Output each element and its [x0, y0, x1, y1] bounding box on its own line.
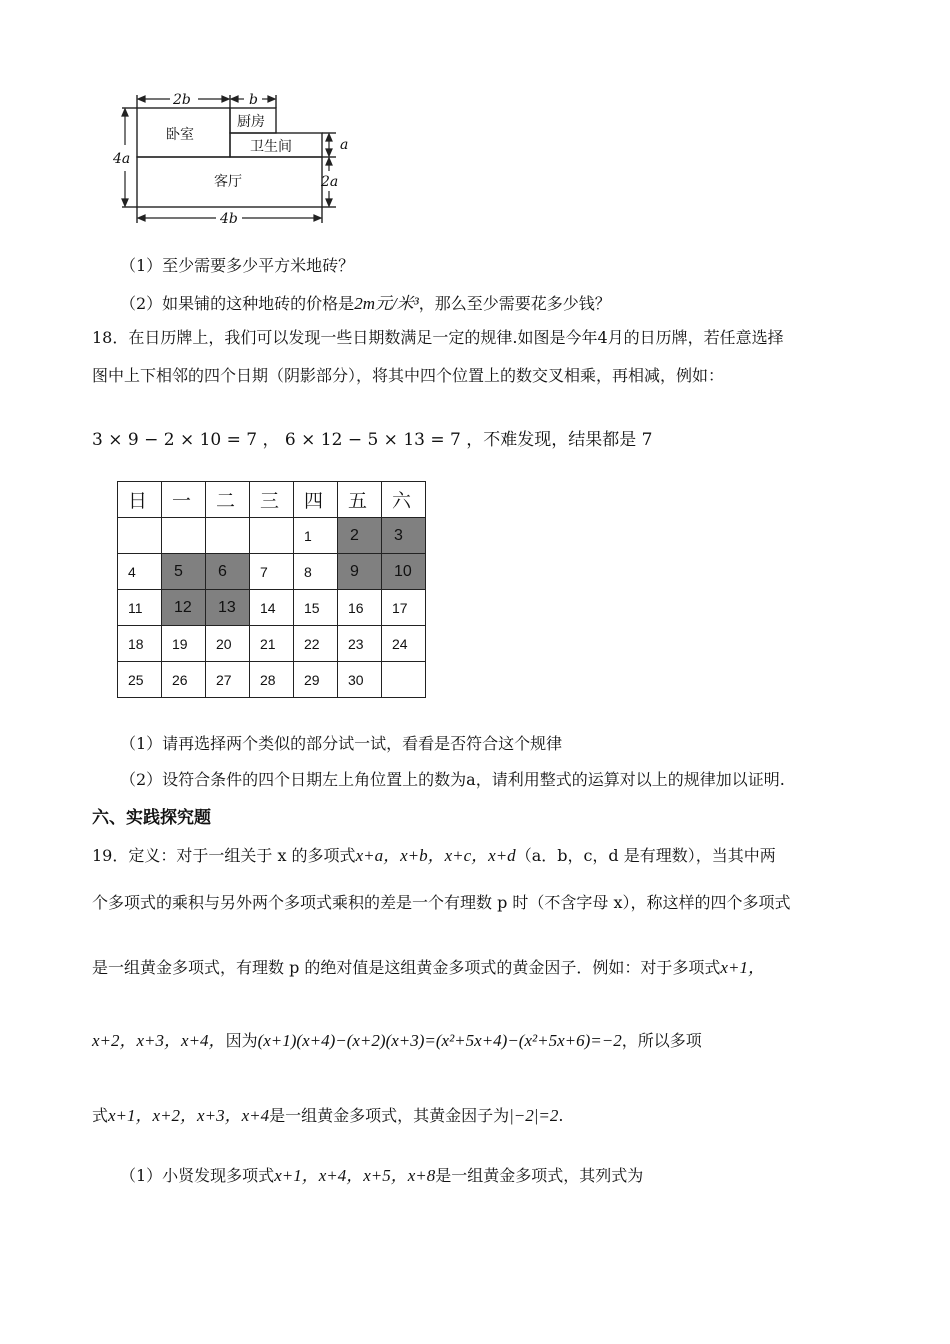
q17-part1: （1）至少需要多少平方米地砖？	[120, 256, 355, 275]
q17-part2-text: （2）如果铺的这种地砖的价格是	[120, 294, 355, 313]
q19-part1	[120, 1161, 643, 1186]
q18-part1: （1）请再选择两个类似的部分试一试，看看是否符合这个规律	[120, 734, 563, 753]
calendar-header-cell: 三	[250, 482, 294, 518]
calendar-cell	[162, 518, 206, 554]
calendar-header-cell: 日	[118, 482, 162, 518]
calendar-cell	[250, 518, 294, 554]
calendar-cell: 13	[206, 590, 250, 626]
q19-part1-polys: x+1，x+4，x+5，x+8	[274, 1166, 436, 1185]
calendar-cell: 16	[338, 590, 382, 626]
calendar-cell: 22	[294, 626, 338, 662]
calendar-cell: 24	[382, 626, 426, 662]
dim-2b: 2b	[173, 92, 191, 108]
q19-line5-end: .	[558, 1106, 564, 1125]
q19-line4-end: ，所以多项	[621, 1031, 702, 1050]
calendar-cell: 11	[118, 590, 162, 626]
calendar-cell: 18	[118, 626, 162, 662]
q18-part2: （2）设符合条件的四个日期左上角位置上的数为a，请利用整式的运算对以上的规律加以证明.	[120, 770, 785, 789]
calendar-cell	[382, 662, 426, 698]
calendar-cell: 9	[338, 554, 382, 590]
q19-line5	[92, 1101, 564, 1126]
q19-part1-end: 是一组黄金多项式，其列式为	[435, 1166, 644, 1185]
q17-part2-end: ，那么至少需要花多少钱？	[418, 294, 611, 313]
calendar-cell: 7	[250, 554, 294, 590]
q19-line4	[92, 1026, 702, 1051]
calendar-row	[118, 626, 426, 662]
q19-line1-text: 19．定义：对于一组关于 x 的多项式	[92, 846, 356, 865]
calendar-header-cell: 一	[162, 482, 206, 518]
q19-line4-expr: (x+1)(x+4)−(x+2)(x+3)=(x²+5x+4)−(x²+5x+6)=−2	[257, 1031, 622, 1050]
q19-line3-poly: x+1，	[720, 958, 765, 977]
dim-a: a	[340, 137, 349, 153]
room-bathroom: 卫生间	[250, 139, 292, 155]
calendar-cell: 1	[294, 518, 338, 554]
q19-line5-start: 式	[92, 1106, 109, 1125]
calendar-row	[118, 518, 426, 554]
q19-line4-polys: x+2，x+3，x+4，	[92, 1031, 226, 1050]
calendar-cell: 3	[382, 518, 426, 554]
q19-line5-polys: x+1，x+2，x+3，x+4	[108, 1106, 270, 1125]
calendar-cell: 14	[250, 590, 294, 626]
calendar-cell: 4	[118, 554, 162, 590]
q19-line3	[92, 953, 765, 978]
q19-line1	[92, 841, 776, 866]
room-bedroom: 卧室	[166, 127, 194, 143]
calendar-row	[118, 662, 426, 698]
q18-line1: 18．在日历牌上，我们可以发现一些日期数满足一定的规律.如图是今年4月的日历牌，若任意选择	[92, 328, 784, 347]
calendar-cell: 12	[162, 590, 206, 626]
calendar-header-cell: 六	[382, 482, 426, 518]
dim-2a: 2a	[321, 174, 339, 190]
calendar-header-row	[118, 482, 426, 518]
q17-part2	[120, 289, 611, 314]
calendar-cell: 8	[294, 554, 338, 590]
section-heading: 六、实践探究题	[92, 808, 211, 828]
q19-line4-because: 因为	[225, 1031, 258, 1050]
q19-line2: 个多项式的乘积与另外两个多项式乘积的差是一个有理数 p 时（不含字母 x），称这样的四个多项式	[92, 893, 791, 912]
calendar-cell: 2	[338, 518, 382, 554]
calendar-cell: 27	[206, 662, 250, 698]
q17-price: 2m元/米³	[354, 294, 419, 313]
calendar-cell	[206, 518, 250, 554]
q19-line5-text: 是一组黄金多项式，其黄金因子为	[269, 1106, 510, 1125]
room-kitchen: 厨房	[237, 114, 265, 130]
calendar-cell: 28	[250, 662, 294, 698]
calendar-cell: 6	[206, 554, 250, 590]
calendar-cell: 25	[118, 662, 162, 698]
calendar-cell: 26	[162, 662, 206, 698]
q19-line3-text: 是一组黄金多项式，有理数 p 的绝对值是这组黄金多项式的黄金因子．例如：对于多项式	[92, 958, 721, 977]
calendar-cell: 10	[382, 554, 426, 590]
calendar-cell	[118, 518, 162, 554]
calendar-header-cell: 二	[206, 482, 250, 518]
calendar-cell: 30	[338, 662, 382, 698]
dim-4a: 4a	[113, 151, 131, 167]
room-living: 客厅	[214, 174, 242, 190]
calendar-cell: 5	[162, 554, 206, 590]
q19-line1-end: （a．b，c，d 是有理数），当其中两	[515, 846, 776, 865]
q18-line2: 图中上下相邻的四个日期（阴影部分），将其中四个位置上的数交叉相乘，再相减，例如：	[92, 366, 725, 385]
dim-4b: 4b	[220, 211, 238, 227]
calendar-row	[118, 590, 426, 626]
calendar-header-cell: 五	[338, 482, 382, 518]
calendar-cell: 21	[250, 626, 294, 662]
calendar-cell: 20	[206, 626, 250, 662]
dim-b: b	[249, 92, 258, 108]
q19-line5-expr: |−2|=2	[509, 1106, 559, 1125]
floor-plan-diagram	[108, 85, 358, 230]
q19-part1-text: （1）小贤发现多项式	[120, 1166, 275, 1185]
q18-example: 3 × 9 − 2 × 10 = 7 ， 6 × 12 − 5 × 13 = 7 ，不难发现，结果都是 7	[92, 430, 653, 450]
calendar-table	[117, 481, 426, 698]
q19-polys: x+a，x+b，x+c，x+d	[355, 846, 516, 865]
calendar-cell: 15	[294, 590, 338, 626]
calendar-header-cell: 四	[294, 482, 338, 518]
calendar-cell: 29	[294, 662, 338, 698]
calendar-cell: 17	[382, 590, 426, 626]
calendar-row	[118, 554, 426, 590]
calendar-cell: 19	[162, 626, 206, 662]
calendar-cell: 23	[338, 626, 382, 662]
